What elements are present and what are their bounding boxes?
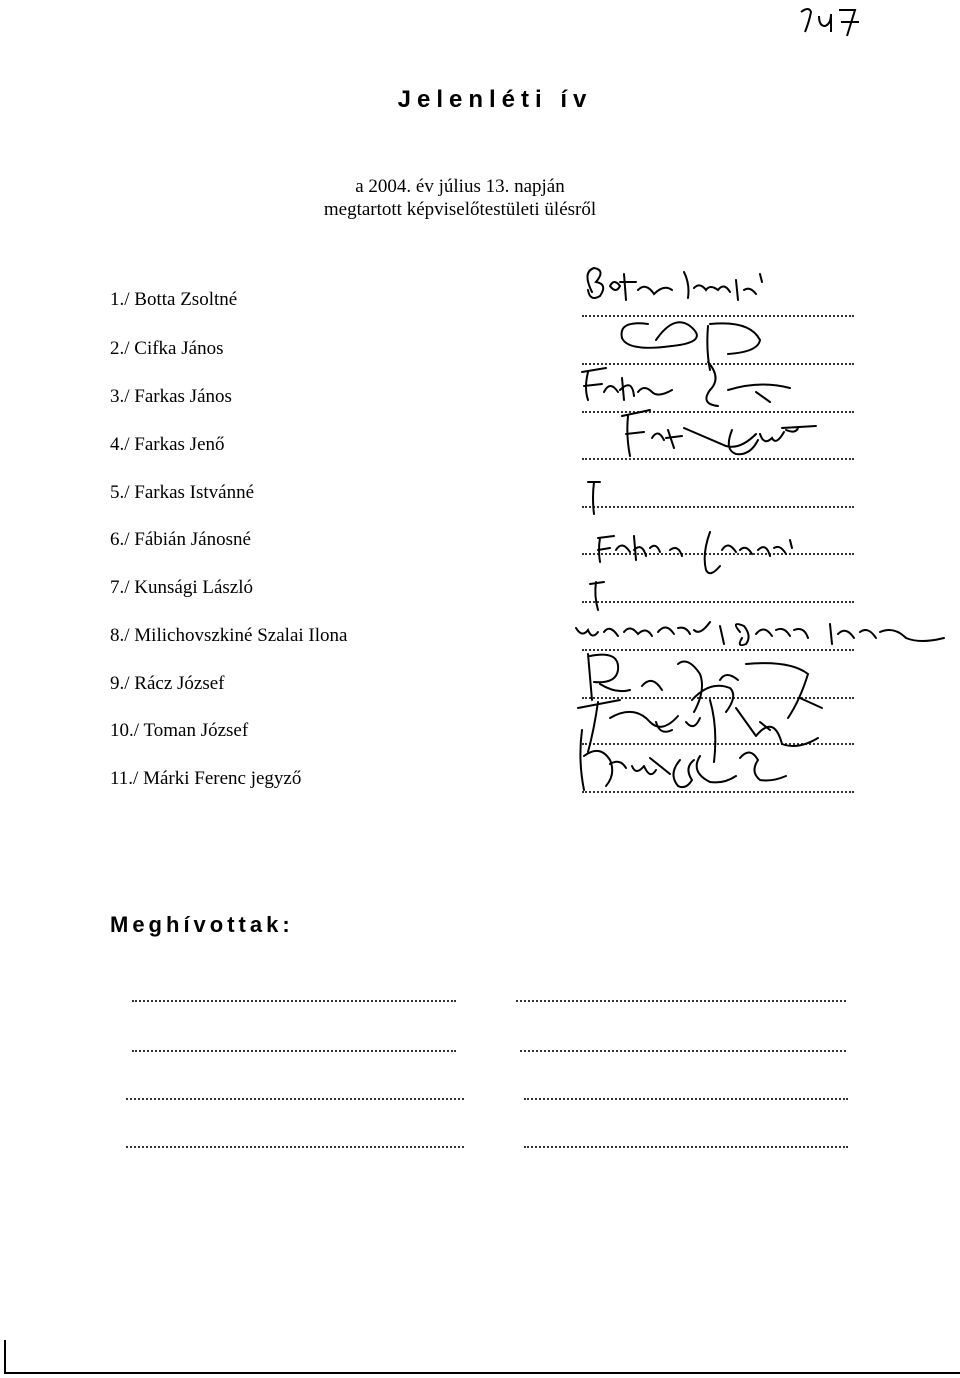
attendee-row [110,625,347,647]
attendee-number: 6./ [110,529,130,550]
attendee-number: 3./ [110,386,130,407]
invited-line [126,1146,464,1148]
attendee-row [110,289,237,311]
attendee-name: Kunsági László [134,577,254,598]
attendee-row [110,386,232,408]
invited-line [132,1000,456,1002]
attendee-number: 5./ [110,482,130,503]
scan-bottom-edge [4,1372,960,1374]
attendee-name: Botta Zsoltné [134,289,238,310]
attendee-number: 11./ [110,768,139,789]
attendee-name: Rácz József [134,673,225,694]
invited-line [524,1146,848,1148]
scan-edge-mark [4,1340,6,1374]
handwritten-signatures [560,260,960,820]
attendee-row [110,577,253,599]
invited-line [524,1098,848,1100]
attendee-row [110,673,225,695]
attendee-row [110,720,248,742]
attendee-name: Milichovszkiné Szalai Ilona [134,625,348,646]
attendee-number: 4./ [110,434,130,455]
attendee-number: 1./ [110,289,130,310]
attendee-row [110,529,251,551]
attendee-row [110,434,225,456]
attendee-row [110,768,301,790]
attendee-name: Farkas Istvánné [134,482,255,503]
attendee-name: Cifka János [134,338,224,359]
attendee-number: 10./ [110,720,140,741]
attendee-number: 7./ [110,577,130,598]
attendee-name: Márki Ferenc jegyző [143,768,302,789]
invited-title: Meghívottak: [110,912,294,937]
invited-line [132,1050,456,1052]
attendee-name: Fábián Jánosné [134,529,251,550]
attendee-number: 8./ [110,625,130,646]
attendee-name: Toman József [143,720,249,741]
attendee-name: Farkas János [134,386,232,407]
attendee-row [110,482,254,504]
invited-line [516,1000,846,1002]
handwritten-page-number [795,2,865,42]
invited-line [126,1098,464,1100]
document-meeting-line: megtartott képviselőtestületi ülésről [323,199,597,220]
attendee-name: Farkas Jenő [134,434,225,455]
attendee-number: 2./ [110,338,130,359]
attendee-number: 9./ [110,673,130,694]
document-title: Jelenléti ív [397,86,593,113]
document-date-line: a 2004. év július 13. napján [355,176,565,197]
invited-line [520,1050,846,1052]
attendee-row [110,338,223,360]
